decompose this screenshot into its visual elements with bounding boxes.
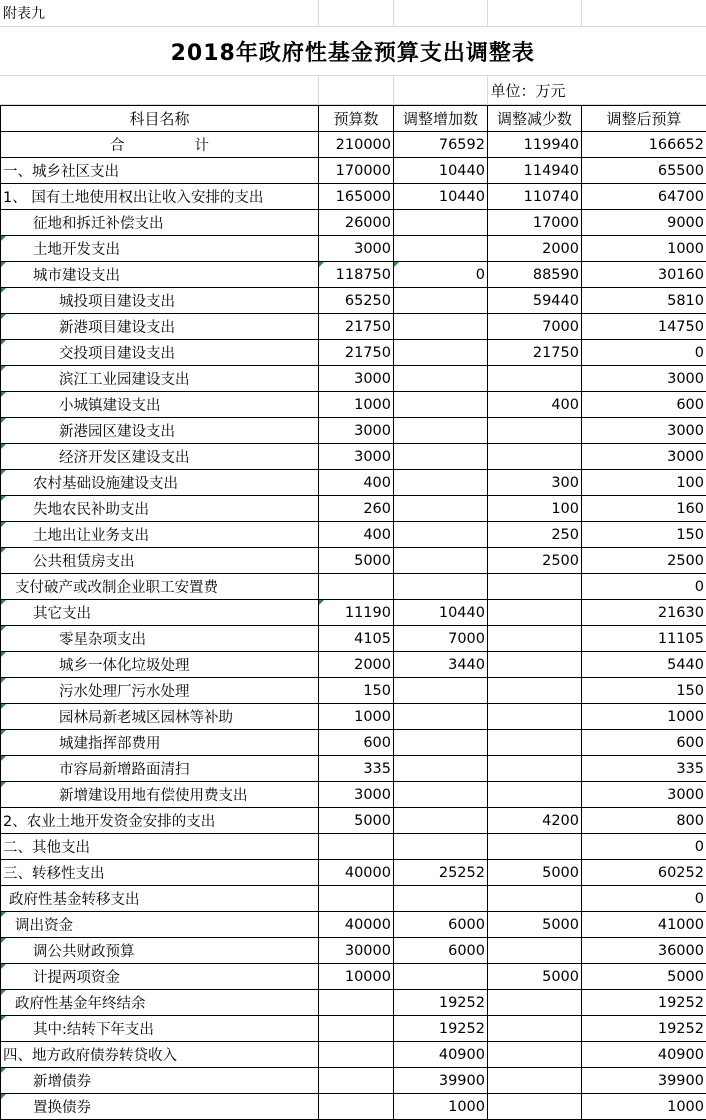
- row-decrease-cell[interactable]: 5000: [488, 860, 582, 886]
- row-increase-cell[interactable]: [394, 730, 488, 756]
- total-increase[interactable]: 76592: [394, 132, 488, 158]
- table-row: [1, 340, 706, 366]
- row-budget-cell[interactable]: 165000: [319, 184, 394, 210]
- row-increase-cell[interactable]: 19252: [394, 990, 488, 1016]
- row-adjusted-cell[interactable]: 14750: [582, 314, 706, 340]
- row-budget-cell[interactable]: 10000: [319, 964, 394, 990]
- row-budget-cell[interactable]: 11190: [319, 600, 394, 626]
- row-increase-cell[interactable]: 1000: [394, 1094, 488, 1120]
- row-increase-cell[interactable]: 6000: [394, 912, 488, 938]
- row-decrease-cell[interactable]: [488, 938, 582, 964]
- row-name-cell[interactable]: 其它支出: [1, 600, 319, 626]
- row-name-cell[interactable]: 滨江工业园建设支出: [1, 366, 319, 392]
- row-name-cell[interactable]: 公共租赁房支出: [1, 548, 319, 574]
- row-decrease-cell[interactable]: 2500: [488, 548, 582, 574]
- column-header-name[interactable]: 科目名称: [1, 106, 319, 132]
- row-decrease-cell[interactable]: [488, 1068, 582, 1094]
- row-increase-cell[interactable]: [394, 496, 488, 522]
- row-decrease-cell[interactable]: [488, 418, 582, 444]
- row-name-cell[interactable]: 新港园区建设支出: [1, 418, 319, 444]
- row-decrease-cell[interactable]: 5000: [488, 912, 582, 938]
- row-adjusted-cell[interactable]: 150: [582, 522, 706, 548]
- row-name-cell[interactable]: 二、其他支出: [1, 834, 319, 860]
- row-name-cell[interactable]: 支付破产或改制企业职工安置费: [1, 574, 319, 600]
- row-adjusted-cell[interactable]: 19252: [582, 1016, 706, 1042]
- table-row: [1, 418, 706, 444]
- row-budget-cell[interactable]: 600: [319, 730, 394, 756]
- row-increase-cell[interactable]: [394, 548, 488, 574]
- row-adjusted-cell[interactable]: 5000: [582, 964, 706, 990]
- row-decrease-cell[interactable]: [488, 444, 582, 470]
- table-row: [1, 964, 706, 990]
- row-increase-cell[interactable]: [394, 782, 488, 808]
- unit-label[interactable]: 单位：万元: [487, 76, 706, 105]
- empty-cell[interactable]: [487, 0, 581, 27]
- total-label-cell[interactable]: [1, 132, 319, 158]
- row-name-cell[interactable]: 新增建设用地有偿使用费支出: [1, 782, 319, 808]
- column-header-budget[interactable]: 预算数: [319, 106, 394, 132]
- row-budget-cell[interactable]: 5000: [319, 808, 394, 834]
- table-row: [1, 990, 706, 1016]
- row-budget-cell[interactable]: [319, 574, 394, 600]
- table-row: [1, 470, 706, 496]
- row-increase-cell[interactable]: 3440: [394, 652, 488, 678]
- row-increase-cell[interactable]: [394, 210, 488, 236]
- row-name-cell[interactable]: 零星杂项支出: [1, 626, 319, 652]
- row-name-cell[interactable]: 市容局新增路面清扫: [1, 756, 319, 782]
- table-row: [1, 522, 706, 548]
- row-budget-cell[interactable]: 3000: [319, 444, 394, 470]
- row-decrease-cell[interactable]: 300: [488, 470, 582, 496]
- row-adjusted-cell[interactable]: 3000: [582, 418, 706, 444]
- row-adjusted-cell[interactable]: 30160: [582, 262, 706, 288]
- table-row: [1, 314, 706, 340]
- row-name-cell[interactable]: 征地和拆迁补偿支出: [1, 210, 319, 236]
- row-decrease-cell[interactable]: [488, 704, 582, 730]
- table-row: [1, 184, 706, 210]
- row-budget-cell[interactable]: 400: [319, 522, 394, 548]
- row-increase-cell[interactable]: 39900: [394, 1068, 488, 1094]
- row-increase-cell[interactable]: [394, 964, 488, 990]
- row-increase-cell[interactable]: 25252: [394, 860, 488, 886]
- empty-cell[interactable]: [393, 76, 487, 105]
- row-decrease-cell[interactable]: 110740: [488, 184, 582, 210]
- row-increase-cell[interactable]: [394, 288, 488, 314]
- row-increase-cell[interactable]: [394, 444, 488, 470]
- row-increase-cell[interactable]: [394, 470, 488, 496]
- table-row: [1, 808, 706, 834]
- row-name-cell[interactable]: 调出资金: [1, 912, 319, 938]
- table-row: [1, 704, 706, 730]
- header-row: [1, 106, 706, 132]
- row-name-cell[interactable]: 置换债券: [1, 1094, 319, 1120]
- row-budget-cell[interactable]: 40000: [319, 860, 394, 886]
- row-name-cell[interactable]: 城乡一体化垃圾处理: [1, 652, 319, 678]
- row-budget-cell[interactable]: 3000: [319, 236, 394, 262]
- table-row: [1, 938, 706, 964]
- row-adjusted-cell[interactable]: 600: [582, 730, 706, 756]
- row-adjusted-cell[interactable]: 9000: [582, 210, 706, 236]
- row-adjusted-cell[interactable]: 3000: [582, 782, 706, 808]
- row-increase-cell[interactable]: 19252: [394, 1016, 488, 1042]
- row-budget-cell[interactable]: [319, 990, 394, 1016]
- row-decrease-cell[interactable]: [488, 1094, 582, 1120]
- budget-table: [0, 105, 706, 1120]
- row-adjusted-cell[interactable]: 1000: [582, 236, 706, 262]
- row-increase-cell[interactable]: [394, 366, 488, 392]
- row-name-cell[interactable]: 小城镇建设支出: [1, 392, 319, 418]
- table-row: [1, 834, 706, 860]
- row-increase-cell[interactable]: [394, 340, 488, 366]
- row-name-cell[interactable]: 政府性基金转移支出: [1, 886, 319, 912]
- row-budget-cell[interactable]: 3000: [319, 782, 394, 808]
- row-name-cell[interactable]: 土地开发支出: [1, 236, 319, 262]
- row-budget-cell[interactable]: 65250: [319, 288, 394, 314]
- row-adjusted-cell[interactable]: 600: [582, 392, 706, 418]
- row-decrease-cell[interactable]: 59440: [488, 288, 582, 314]
- total-decrease[interactable]: 119940: [488, 132, 582, 158]
- row-budget-cell[interactable]: 170000: [319, 158, 394, 184]
- table-row: [1, 158, 706, 184]
- total-label-right: 计: [195, 138, 210, 154]
- empty-cell[interactable]: [0, 76, 318, 105]
- row-name-cell[interactable]: 农村基础设施建设支出: [1, 470, 319, 496]
- row-adjusted-cell[interactable]: 0: [582, 574, 706, 600]
- row-increase-cell[interactable]: [394, 314, 488, 340]
- row-name-cell[interactable]: 园林局新老城区园林等补助: [1, 704, 319, 730]
- table-row: [1, 730, 706, 756]
- row-increase-cell[interactable]: 10440: [394, 184, 488, 210]
- row-adjusted-cell[interactable]: 36000: [582, 938, 706, 964]
- row-decrease-cell[interactable]: 114940: [488, 158, 582, 184]
- row-budget-cell[interactable]: 3000: [319, 366, 394, 392]
- row-budget-cell[interactable]: [319, 1016, 394, 1042]
- total-row: [1, 132, 706, 158]
- row-name-cell[interactable]: 三、转移性支出: [1, 860, 319, 886]
- row-name-cell[interactable]: 失地农民补助支出: [1, 496, 319, 522]
- table-row: [1, 626, 706, 652]
- table-row: [1, 912, 706, 938]
- row-adjusted-cell[interactable]: 40900: [582, 1042, 706, 1068]
- row-increase-cell[interactable]: 0: [394, 262, 488, 288]
- column-header-decrease[interactable]: 调整减少数: [488, 106, 582, 132]
- row-increase-cell[interactable]: [394, 522, 488, 548]
- row-decrease-cell[interactable]: 88590: [488, 262, 582, 288]
- row-decrease-cell[interactable]: 21750: [488, 340, 582, 366]
- row-decrease-cell[interactable]: [488, 730, 582, 756]
- row-increase-cell[interactable]: [394, 704, 488, 730]
- row-adjusted-cell[interactable]: 41000: [582, 912, 706, 938]
- row-name-cell[interactable]: 城投项目建设支出: [1, 288, 319, 314]
- row-adjusted-cell[interactable]: 0: [582, 834, 706, 860]
- row-budget-cell[interactable]: 21750: [319, 314, 394, 340]
- row-name-cell[interactable]: 交投项目建设支出: [1, 340, 319, 366]
- table-row: [1, 262, 706, 288]
- table-row: [1, 782, 706, 808]
- table-row: [1, 288, 706, 314]
- row-decrease-cell[interactable]: 5000: [488, 964, 582, 990]
- table-row: [1, 236, 706, 262]
- table-row: [1, 574, 706, 600]
- row-increase-cell[interactable]: [394, 392, 488, 418]
- row-decrease-cell[interactable]: 4200: [488, 808, 582, 834]
- row-budget-cell[interactable]: [319, 1068, 394, 1094]
- empty-cell[interactable]: [318, 76, 393, 105]
- row-adjusted-cell[interactable]: 0: [582, 340, 706, 366]
- row-decrease-cell[interactable]: 7000: [488, 314, 582, 340]
- row-name-cell[interactable]: 污水处理厂污水处理: [1, 678, 319, 704]
- row-name-cell[interactable]: 城建指挥部费用: [1, 730, 319, 756]
- row-budget-cell[interactable]: 21750: [319, 340, 394, 366]
- table-row: [1, 756, 706, 782]
- row-increase-cell[interactable]: 10440: [394, 600, 488, 626]
- row-adjusted-cell[interactable]: 100: [582, 470, 706, 496]
- row-decrease-cell[interactable]: [488, 1042, 582, 1068]
- row-decrease-cell[interactable]: [488, 834, 582, 860]
- row-increase-cell[interactable]: 10440: [394, 158, 488, 184]
- row-name-cell[interactable]: 2、农业土地开发资金安排的支出: [1, 808, 319, 834]
- row-decrease-cell[interactable]: [488, 990, 582, 1016]
- row-budget-cell[interactable]: 3000: [319, 418, 394, 444]
- empty-cell[interactable]: [393, 0, 487, 27]
- table-row: [1, 496, 706, 522]
- table-row: [1, 548, 706, 574]
- table-row: [1, 444, 706, 470]
- row-increase-cell[interactable]: [394, 574, 488, 600]
- row-adjusted-cell[interactable]: 3000: [582, 366, 706, 392]
- row-adjusted-cell[interactable]: 150: [582, 678, 706, 704]
- table-row: [1, 392, 706, 418]
- appendix-note[interactable]: 附表九: [0, 0, 318, 27]
- row-name-cell[interactable]: 四、地方政府债券转贷收入: [1, 1042, 319, 1068]
- table-row: [1, 1068, 706, 1094]
- row-decrease-cell[interactable]: [488, 626, 582, 652]
- row-name-cell[interactable]: 新增债券: [1, 1068, 319, 1094]
- row-adjusted-cell[interactable]: 335: [582, 756, 706, 782]
- row-increase-cell[interactable]: [394, 418, 488, 444]
- row-adjusted-cell[interactable]: 5810: [582, 288, 706, 314]
- row-decrease-cell[interactable]: 250: [488, 522, 582, 548]
- row-decrease-cell[interactable]: [488, 678, 582, 704]
- row-budget-cell[interactable]: 118750: [319, 262, 394, 288]
- row-decrease-cell[interactable]: [488, 886, 582, 912]
- row-adjusted-cell[interactable]: 800: [582, 808, 706, 834]
- row-budget-cell[interactable]: 4105: [319, 626, 394, 652]
- row-name-cell[interactable]: 其中:结转下年支出: [1, 1016, 319, 1042]
- row-increase-cell[interactable]: 40900: [394, 1042, 488, 1068]
- row-adjusted-cell[interactable]: 11105: [582, 626, 706, 652]
- row-decrease-cell[interactable]: 17000: [488, 210, 582, 236]
- row-budget-cell[interactable]: 2000: [319, 652, 394, 678]
- row-adjusted-cell[interactable]: 0: [582, 886, 706, 912]
- row-name-cell[interactable]: 新港项目建设支出: [1, 314, 319, 340]
- row-decrease-cell[interactable]: [488, 600, 582, 626]
- row-adjusted-cell[interactable]: 39900: [582, 1068, 706, 1094]
- table-row: [1, 1016, 706, 1042]
- row-decrease-cell[interactable]: [488, 756, 582, 782]
- table-row: [1, 678, 706, 704]
- row-increase-cell[interactable]: 7000: [394, 626, 488, 652]
- row-budget-cell[interactable]: 335: [319, 756, 394, 782]
- row-increase-cell[interactable]: [394, 808, 488, 834]
- row-decrease-cell[interactable]: [488, 574, 582, 600]
- row-budget-cell[interactable]: [319, 834, 394, 860]
- row-decrease-cell[interactable]: [488, 366, 582, 392]
- column-header-adjusted[interactable]: 调整后预算: [582, 106, 706, 132]
- row-adjusted-cell[interactable]: 1000: [582, 704, 706, 730]
- row-decrease-cell[interactable]: [488, 1016, 582, 1042]
- row-budget-cell[interactable]: 150: [319, 678, 394, 704]
- row-decrease-cell[interactable]: 2000: [488, 236, 582, 262]
- row-increase-cell[interactable]: [394, 236, 488, 262]
- row-increase-cell[interactable]: [394, 834, 488, 860]
- row-adjusted-cell[interactable]: 3000: [582, 444, 706, 470]
- empty-cell[interactable]: [318, 0, 393, 27]
- row-adjusted-cell[interactable]: 60252: [582, 860, 706, 886]
- row-adjusted-cell[interactable]: 160: [582, 496, 706, 522]
- row-adjusted-cell[interactable]: 64700: [582, 184, 706, 210]
- row-increase-cell[interactable]: 6000: [394, 938, 488, 964]
- row-increase-cell[interactable]: [394, 756, 488, 782]
- row-name-cell[interactable]: 土地出让业务支出: [1, 522, 319, 548]
- row-decrease-cell[interactable]: 100: [488, 496, 582, 522]
- row-decrease-cell[interactable]: [488, 782, 582, 808]
- row-name-cell[interactable]: 城市建设支出: [1, 262, 319, 288]
- table-row: [1, 652, 706, 678]
- row-budget-cell[interactable]: 400: [319, 470, 394, 496]
- sheet-header: [0, 0, 706, 105]
- total-budget[interactable]: 210000: [319, 132, 394, 158]
- row-name-cell[interactable]: 调公共财政预算: [1, 938, 319, 964]
- row-budget-cell[interactable]: 260: [319, 496, 394, 522]
- row-budget-cell[interactable]: 5000: [319, 548, 394, 574]
- table-row: [1, 860, 706, 886]
- row-name-cell[interactable]: 经济开发区建设支出: [1, 444, 319, 470]
- row-budget-cell[interactable]: 40000: [319, 912, 394, 938]
- row-name-cell[interactable]: 计提两项资金: [1, 964, 319, 990]
- total-adjusted[interactable]: 166652: [582, 132, 706, 158]
- row-name-cell[interactable]: 政府性基金年终结余: [1, 990, 319, 1016]
- row-name-cell[interactable]: 1、 国有土地使用权出让收入安排的支出: [1, 184, 319, 210]
- table-row: [1, 600, 706, 626]
- total-label-left: 合: [110, 138, 125, 154]
- row-increase-cell[interactable]: [394, 678, 488, 704]
- row-budget-cell[interactable]: [319, 886, 394, 912]
- row-adjusted-cell[interactable]: 65500: [582, 158, 706, 184]
- row-adjusted-cell[interactable]: 19252: [582, 990, 706, 1016]
- row-budget-cell[interactable]: 1000: [319, 704, 394, 730]
- table-row: [1, 886, 706, 912]
- column-header-increase[interactable]: 调整增加数: [394, 106, 488, 132]
- row-name-cell[interactable]: 一、城乡社区支出: [1, 158, 319, 184]
- table-row: [1, 210, 706, 236]
- row-budget-cell[interactable]: 30000: [319, 938, 394, 964]
- empty-cell[interactable]: [581, 0, 706, 27]
- table-row: [1, 1094, 706, 1120]
- row-increase-cell[interactable]: [394, 886, 488, 912]
- row-adjusted-cell[interactable]: 5440: [582, 652, 706, 678]
- row-adjusted-cell[interactable]: 2500: [582, 548, 706, 574]
- page-title[interactable]: 2018年政府性基金预算支出调整表: [0, 27, 706, 76]
- row-budget-cell[interactable]: 1000: [319, 392, 394, 418]
- row-budget-cell[interactable]: 26000: [319, 210, 394, 236]
- row-budget-cell[interactable]: [319, 1094, 394, 1120]
- row-budget-cell[interactable]: [319, 1042, 394, 1068]
- table-row: [1, 1042, 706, 1068]
- row-decrease-cell[interactable]: [488, 652, 582, 678]
- row-decrease-cell[interactable]: 400: [488, 392, 582, 418]
- row-adjusted-cell[interactable]: 21630: [582, 600, 706, 626]
- table-row: [1, 366, 706, 392]
- row-adjusted-cell[interactable]: 1000: [582, 1094, 706, 1120]
